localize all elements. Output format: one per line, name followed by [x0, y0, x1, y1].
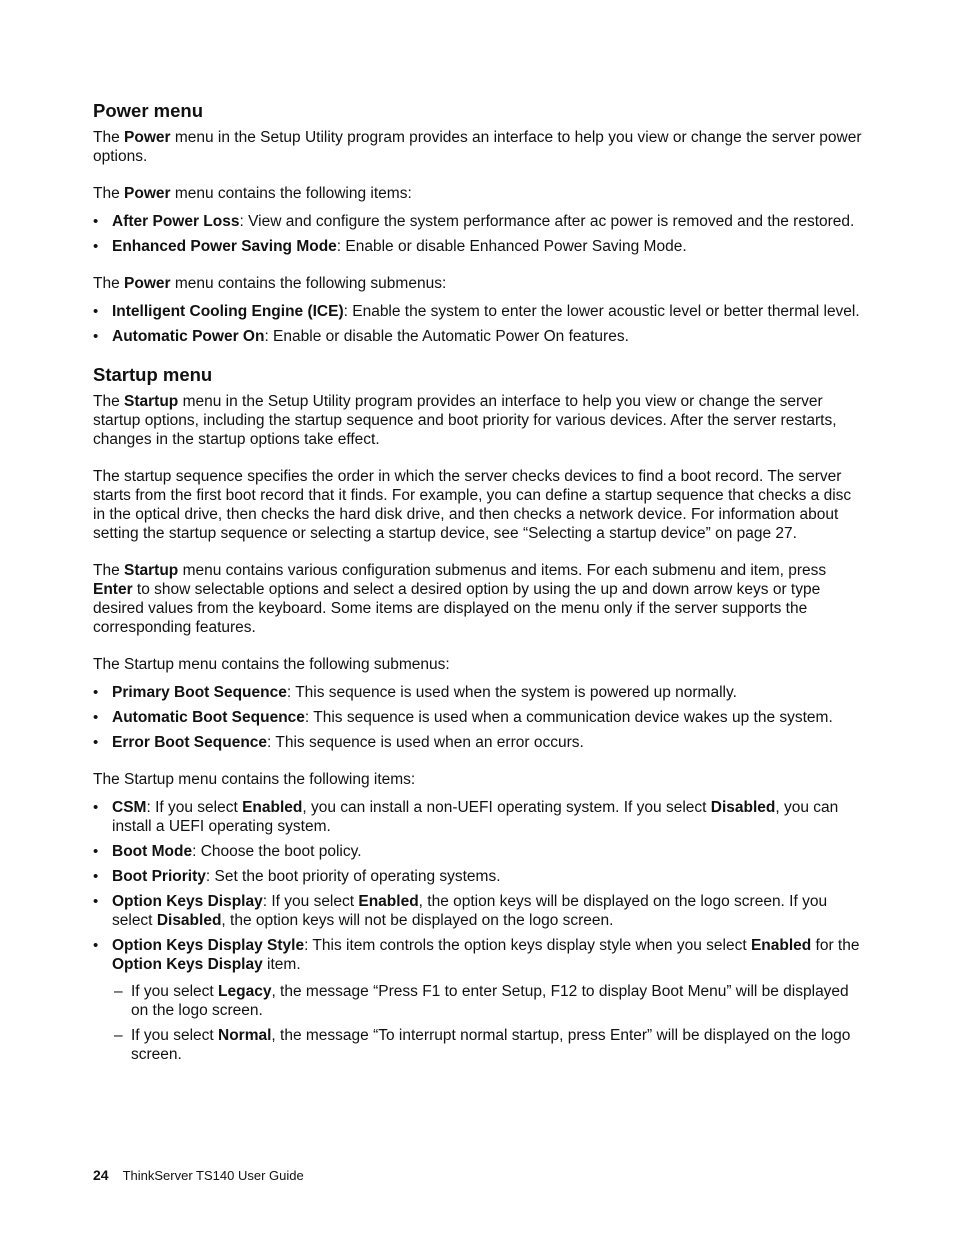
term: Error Boot Sequence	[112, 734, 268, 751]
text: : Enable the system to enter the lower acoustic level or better thermal level.	[343, 303, 860, 320]
startup-submenus-intro: The Startup menu contains the following submenus:	[93, 656, 450, 673]
list-item	[93, 708, 863, 727]
text: : If you select	[262, 893, 359, 910]
text: menu contains the following items:	[170, 185, 412, 202]
text: The	[93, 185, 125, 202]
text: : This sequence is used when a communication device wakes up the system.	[304, 709, 833, 726]
list-item-option-keys-style	[93, 936, 863, 1064]
term: Enabled	[750, 937, 812, 954]
term: Option Keys Display	[112, 893, 263, 910]
startup-intro	[93, 392, 863, 449]
term: Automatic Power On	[112, 328, 265, 345]
text: If you select	[131, 1027, 219, 1044]
text: : This item controls the option keys display style when you select	[304, 937, 751, 954]
text: , the option keys will not be displayed on the logo screen.	[221, 912, 614, 929]
text: : Choose the boot policy.	[192, 843, 362, 860]
list-item	[93, 327, 863, 346]
text: The	[93, 275, 125, 292]
text: for the	[811, 937, 860, 954]
text: : View and configure the system performance after ac power is removed and the restored.	[239, 213, 855, 230]
page-footer	[93, 1166, 304, 1185]
list-item-boot-priority	[93, 867, 863, 886]
power-intro	[93, 128, 863, 166]
power-menu-heading: Power menu	[93, 100, 203, 121]
term: Boot Mode	[112, 843, 193, 860]
text: , you can install a UEFI operating system.	[112, 799, 839, 835]
list-item	[93, 302, 863, 321]
sub-list-item	[112, 982, 863, 1020]
page-content	[93, 100, 863, 1082]
list-item	[93, 733, 863, 752]
startup-sequence-paragraph: The startup sequence specifies the order in which the server checks devices to find a boot record. The server starts from the first boot record that it finds. For example, you can define a startup sequence that checks a disc in the optical drive, then checks the hard disk drive, and then checks a network device. For information about setting the startup sequence or selecting a startup device, see “Selecting a startup device” on page 27.	[93, 468, 852, 542]
power-submenus-intro	[93, 274, 863, 293]
power-items-intro	[93, 184, 863, 203]
text: The	[93, 562, 125, 579]
list-item	[93, 212, 863, 231]
term: Option Keys Display	[112, 956, 263, 973]
text: : This sequence is used when the system is powered up normally.	[286, 684, 737, 701]
term: Startup	[124, 562, 179, 579]
list-item-boot-mode	[93, 842, 863, 861]
term: Intelligent Cooling Engine (ICE)	[112, 303, 344, 320]
term: Power	[124, 185, 171, 202]
term: Normal	[218, 1027, 272, 1044]
sub-list-item	[112, 1026, 863, 1064]
term: Enhanced Power Saving Mode	[112, 238, 337, 255]
power-submenus-list	[93, 302, 863, 346]
text: : If you select	[146, 799, 243, 816]
text: menu contains the following submenus:	[170, 275, 447, 292]
page-number: 24	[93, 1167, 109, 1183]
text: : Set the boot priority of operating systems.	[205, 868, 501, 885]
document-title: ThinkServer TS140 User Guide	[122, 1168, 304, 1183]
term: Disabled	[710, 799, 776, 816]
term: CSM	[112, 799, 147, 816]
term: Enabled	[242, 799, 303, 816]
text: : Enable or disable Enhanced Power Saving Mode.	[336, 238, 687, 255]
term: Power	[124, 129, 171, 146]
list-item	[93, 237, 863, 256]
text: The	[93, 393, 125, 410]
startup-config-paragraph	[93, 561, 863, 637]
term: After Power Loss	[112, 213, 240, 230]
list-item-option-keys-display	[93, 892, 863, 930]
text: , the message “Press F1 to enter Setup, F12 to display Boot Menu” will be displayed on the logo screen.	[131, 983, 849, 1019]
text: menu in the Setup Utility program provides an interface to help you view or change the server power options.	[93, 129, 862, 165]
list-item	[93, 683, 863, 702]
startup-items-intro: The Startup menu contains the following items:	[93, 771, 416, 788]
term: Automatic Boot Sequence	[112, 709, 305, 726]
term: Power	[124, 275, 171, 292]
term: Disabled	[156, 912, 222, 929]
term: Enabled	[358, 893, 419, 910]
text: , the option keys will be displayed on the logo screen. If you select	[112, 893, 828, 929]
startup-submenus-list	[93, 683, 863, 752]
text: If you select	[131, 983, 219, 1000]
option-keys-style-sublist	[112, 982, 863, 1064]
startup-items-list	[93, 798, 863, 1064]
text: menu in the Setup Utility program provides an interface to help you view or change the server startup options, including the startup sequence and boot priority for various devices. After the server restarts, changes in the startup options take effect.	[93, 393, 837, 448]
term: Primary Boot Sequence	[112, 684, 287, 701]
list-item-csm	[93, 798, 863, 836]
term: Option Keys Display Style	[112, 937, 305, 954]
text: The	[93, 129, 125, 146]
term: Startup	[124, 393, 179, 410]
term: Legacy	[218, 983, 272, 1000]
startup-menu-heading: Startup menu	[93, 364, 213, 385]
text: , the message “To interrupt normal startup, press Enter” will be displayed on the logo screen.	[131, 1027, 851, 1063]
text: , you can install a non-UEFI operating system. If you select	[302, 799, 711, 816]
text: to show selectable options and select a desired option by using the up and down arrow keys or type desired values from the keyboard. Some items are displayed on the menu only if the server supports the corresponding features.	[93, 581, 821, 636]
power-items-list	[93, 212, 863, 256]
text: item.	[262, 956, 301, 973]
term: Enter	[93, 581, 133, 598]
text: menu contains various configuration submenus and items. For each submenu and item, press	[178, 562, 827, 579]
text: : Enable or disable the Automatic Power On features.	[264, 328, 629, 345]
text: : This sequence is used when an error occurs.	[267, 734, 584, 751]
term: Boot Priority	[112, 868, 206, 885]
